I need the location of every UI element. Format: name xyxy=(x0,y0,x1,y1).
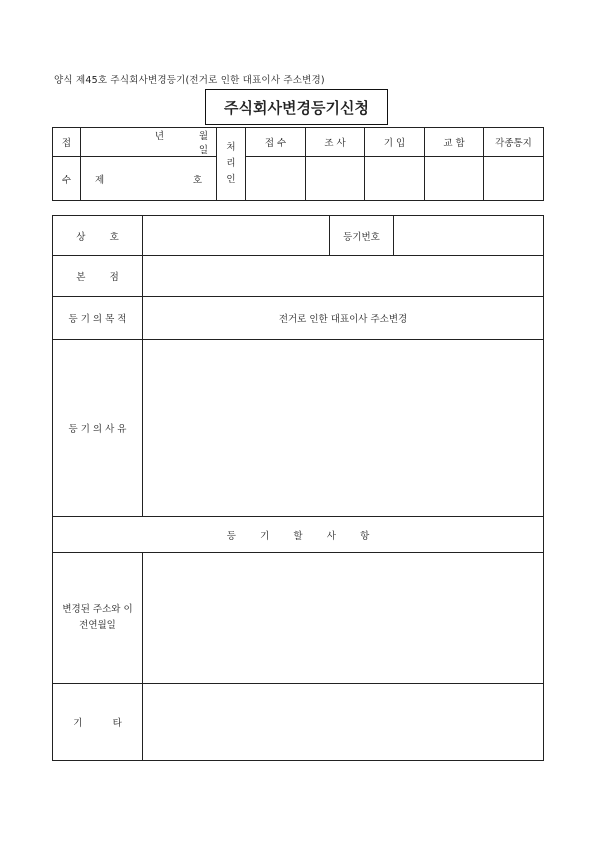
review-stamp-cell[interactable] xyxy=(306,157,365,201)
receipt-label-su: 수 xyxy=(53,157,81,201)
processor-char-3: 인 xyxy=(226,174,236,185)
registration-number-field[interactable] xyxy=(394,216,544,256)
receipt-date-field[interactable] xyxy=(81,128,217,157)
purpose-field[interactable]: 전거로 인한 대표이사 주소변경 xyxy=(143,297,544,340)
reason-label: 등 기 의 사 유 xyxy=(53,340,143,517)
processor-char-2: 리 xyxy=(226,158,236,169)
head-office-field[interactable] xyxy=(143,256,544,297)
form-number-label: 양식 제45호 주식회사변경등기(전거로 인한 대표이사 주소변경) xyxy=(54,75,325,86)
registration-matters-header: 등 기 할 사 항 xyxy=(53,517,544,553)
day-label: 일 xyxy=(198,145,208,156)
col-header-receipt: 접 수 xyxy=(246,128,306,157)
other-field[interactable] xyxy=(143,684,544,761)
receipt-number-field[interactable] xyxy=(81,157,217,201)
head-office-label: 본 점 xyxy=(53,256,143,297)
processor-label xyxy=(217,128,246,201)
year-label: 년 xyxy=(154,131,164,142)
changed-address-label xyxy=(53,553,143,684)
col-header-notice: 각종통지 xyxy=(484,128,544,157)
other-label: 기 타 xyxy=(53,684,143,761)
col-header-review: 조 사 xyxy=(306,128,365,157)
receipt-table xyxy=(52,127,544,201)
registration-number-label: 등기번호 xyxy=(330,216,394,256)
changed-address-field[interactable] xyxy=(143,553,544,684)
changed-address-label-line2: 전연월일 xyxy=(79,620,116,631)
document-title: 주식회사변경등기신청 xyxy=(205,89,388,125)
col-header-check: 교 합 xyxy=(425,128,484,157)
application-table xyxy=(52,215,544,761)
number-prefix-label: 제 xyxy=(95,174,105,186)
number-suffix-label: 호 xyxy=(192,174,202,186)
purpose-label: 등 기 의 목 적 xyxy=(53,297,143,340)
receipt-stamp-cell[interactable] xyxy=(246,157,306,201)
col-header-entry: 기 입 xyxy=(365,128,425,157)
processor-char-1: 처 xyxy=(226,142,236,153)
check-stamp-cell[interactable] xyxy=(425,157,484,201)
receipt-label-jeop: 접 xyxy=(53,128,81,157)
month-label: 월 xyxy=(198,131,208,142)
changed-address-label-line1: 변경된 주소와 이 xyxy=(62,604,133,615)
company-name-label: 상 호 xyxy=(53,216,143,256)
entry-stamp-cell[interactable] xyxy=(365,157,425,201)
company-name-field[interactable] xyxy=(143,216,330,256)
notice-stamp-cell[interactable] xyxy=(484,157,544,201)
reason-field[interactable] xyxy=(143,340,544,517)
